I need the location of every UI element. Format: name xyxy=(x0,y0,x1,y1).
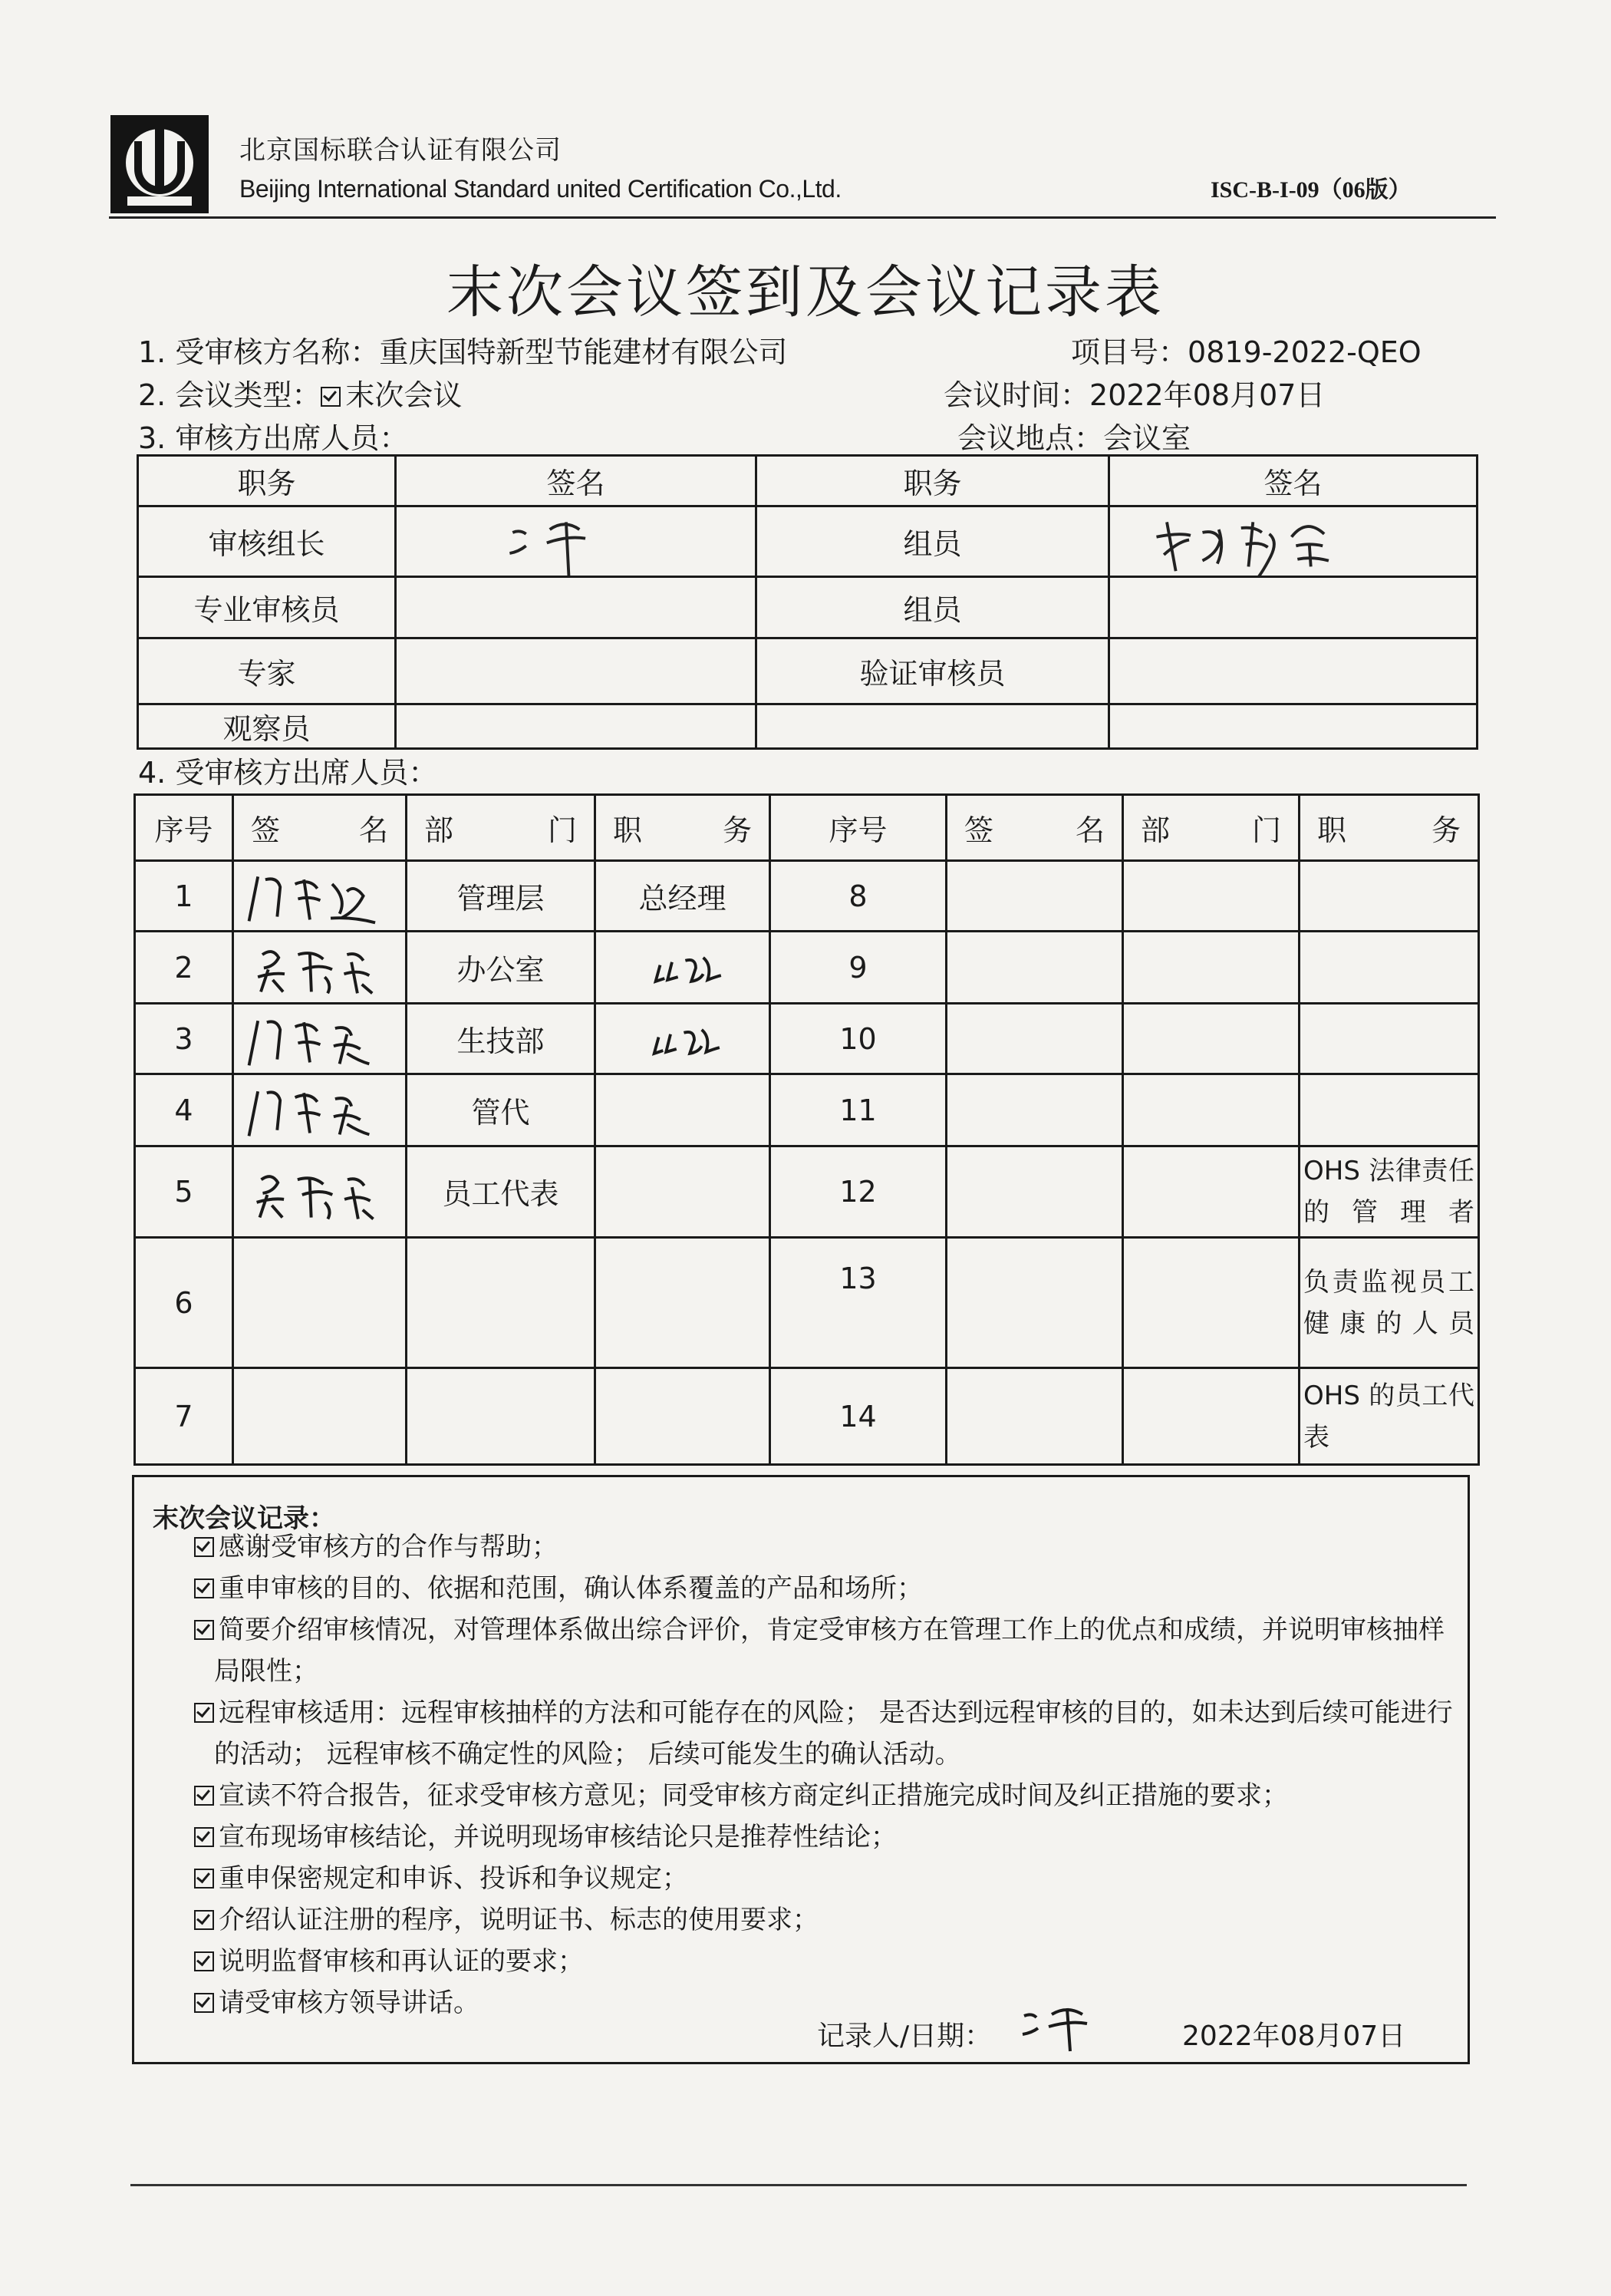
serial-cell: 1 xyxy=(135,861,233,932)
list-item: 重申审核的目的、依据和范围，确认体系覆盖的产品和场所； xyxy=(214,1568,1457,1609)
role-cell: 组员 xyxy=(756,577,1109,638)
position-cell: OHS 法律责任的管理者 xyxy=(1300,1146,1479,1238)
signature-cell xyxy=(233,1146,407,1238)
project-number-label: 项目号： xyxy=(1071,335,1188,369)
list-item: 宣布现场审核结论，并说明现场审核结论只是推荐性结论； xyxy=(214,1816,1457,1858)
department-cell: 管理层 xyxy=(407,861,595,932)
signature-cell xyxy=(1109,506,1478,577)
position-cell xyxy=(1300,861,1479,932)
signature-cell xyxy=(233,1074,407,1146)
role-cell xyxy=(756,704,1109,749)
header-serial: 序号 xyxy=(770,795,947,861)
signature-cell xyxy=(1109,577,1478,638)
checkbox-checked-icon xyxy=(194,1703,214,1723)
position-cell: 总经理 xyxy=(595,861,770,932)
auditor-attendance-table xyxy=(137,454,1478,750)
header-divider xyxy=(109,216,1496,219)
role-cell: 观察员 xyxy=(138,704,396,749)
signature-cell xyxy=(396,638,756,704)
checkbox-checked-icon xyxy=(194,1951,214,1971)
meeting-time-line xyxy=(944,371,1325,414)
position-cell xyxy=(595,1368,770,1465)
position-cell: 负责监视员工健康的人员 xyxy=(1300,1238,1479,1368)
signature-cell xyxy=(947,1004,1123,1074)
checkbox-checked-icon xyxy=(194,1910,214,1930)
department-cell: 管代 xyxy=(407,1074,595,1146)
header-position: 职 务 xyxy=(1300,795,1479,861)
serial-cell: 13 xyxy=(770,1238,947,1368)
auditee-name-line xyxy=(138,328,787,371)
meeting-type-value: 末次会议 xyxy=(345,378,463,412)
serial-cell: 10 xyxy=(770,1004,947,1074)
header-signature: 签名 xyxy=(1109,456,1478,506)
list-item: 远程审核适用：远程审核抽样的方法和可能存在的风险； 是否达到远程审核的目的，如未达到后续可能进行的活动； 远程审核不确定性的风险； 后续可能发生的确认活动。 xyxy=(214,1692,1457,1775)
department-cell xyxy=(1123,1074,1300,1146)
form-title: 末次会议签到及会议记录表 xyxy=(446,259,1165,325)
position-cell xyxy=(1300,932,1479,1004)
header-position: 职 务 xyxy=(595,795,770,861)
department-cell xyxy=(407,1238,595,1368)
meeting-place-line xyxy=(957,414,1191,457)
checkbox-checked-icon xyxy=(321,387,341,407)
role-cell: 验证审核员 xyxy=(756,638,1109,704)
position-cell xyxy=(595,1146,770,1238)
auditee-attendance-table xyxy=(133,793,1480,1466)
auditor-attendees-label: 3. 审核方出席人员： xyxy=(138,421,409,455)
header-role: 职务 xyxy=(756,456,1109,506)
header-signature: 签名 xyxy=(396,456,756,506)
checkbox-checked-icon xyxy=(194,1620,214,1640)
header-serial: 序号 xyxy=(135,795,233,861)
position-cell xyxy=(1300,1004,1479,1074)
table-row xyxy=(135,1368,1479,1465)
table-row xyxy=(135,861,1479,932)
meeting-time-label: 会议时间： xyxy=(944,378,1090,412)
member-signature-icon xyxy=(1110,507,1476,576)
serial-cell: 2 xyxy=(135,932,233,1004)
checkbox-checked-icon xyxy=(194,1786,214,1806)
checkbox-checked-icon xyxy=(194,1537,214,1557)
department-cell xyxy=(1123,1004,1300,1074)
meeting-place-label: 会议地点： xyxy=(957,421,1104,455)
recorder-signature-icon xyxy=(1009,1999,1116,2053)
handwritten-signature-icon xyxy=(234,1004,405,1073)
list-item: 简要介绍审核情况，对管理体系做出综合评价，肯定受审核方在管理工作上的优点和成绩，并说明审核抽样局限性； xyxy=(214,1609,1457,1692)
meeting-record-box xyxy=(132,1475,1470,2064)
position-cell xyxy=(1300,1074,1479,1146)
checkbox-checked-icon xyxy=(194,1993,214,2013)
department-cell: 生技部 xyxy=(407,1004,595,1074)
table-row xyxy=(135,1238,1479,1368)
serial-cell: 9 xyxy=(770,932,947,1004)
position-cell xyxy=(595,932,770,1004)
signature-cell xyxy=(396,506,756,577)
handwritten-signature-icon xyxy=(234,932,405,1002)
signature-cell xyxy=(1109,638,1478,704)
project-number-line xyxy=(1071,328,1422,371)
signature-cell xyxy=(947,1074,1123,1146)
header-department: 部 门 xyxy=(1123,795,1300,861)
meeting-place-value: 会议室 xyxy=(1103,421,1191,455)
recorder-label: 记录人/日期： xyxy=(817,2021,993,2052)
company-name-en: Beijing International Standard united Certification Co.,Ltd. xyxy=(239,175,842,203)
department-cell xyxy=(407,1368,595,1465)
checkbox-checked-icon xyxy=(194,1827,214,1847)
list-item: 介绍认证注册的程序，说明证书、标志的使用要求； xyxy=(214,1899,1457,1941)
role-cell: 组员 xyxy=(756,506,1109,577)
department-cell: 员工代表 xyxy=(407,1146,595,1238)
role-cell: 专家 xyxy=(138,638,396,704)
serial-cell: 11 xyxy=(770,1074,947,1146)
signature-cell xyxy=(233,1238,407,1368)
project-number-value: 0819-2022-QEO xyxy=(1188,335,1422,369)
signature-cell xyxy=(233,1368,407,1465)
meeting-time-value: 2022年08月07日 xyxy=(1089,378,1326,412)
meeting-type-label: 2. 会议类型： xyxy=(138,378,321,412)
position-cell xyxy=(595,1004,770,1074)
department-cell: 办公室 xyxy=(407,932,595,1004)
signature-cell xyxy=(947,1368,1123,1465)
auditee-name-label: 1. 受审核方名称： xyxy=(138,335,380,369)
serial-cell: 4 xyxy=(135,1074,233,1146)
signature-cell xyxy=(947,861,1123,932)
signature-cell xyxy=(947,932,1123,1004)
handwritten-position-icon xyxy=(596,1004,769,1073)
list-item: 宣读不符合报告，征求受审核方意见；同受审核方商定纠正措施完成时间及纠正措施的要求； xyxy=(214,1775,1457,1816)
serial-cell: 8 xyxy=(770,861,947,932)
serial-cell: 6 xyxy=(135,1238,233,1368)
serial-cell: 3 xyxy=(135,1004,233,1074)
signature-cell xyxy=(233,1004,407,1074)
footer-divider xyxy=(130,2184,1467,2186)
list-item: 说明监督审核和再认证的要求； xyxy=(214,1941,1457,1982)
position-cell: OHS 的员工代表 xyxy=(1300,1368,1479,1465)
department-cell xyxy=(1123,861,1300,932)
list-item: 请受审核方领导讲话。 xyxy=(214,1982,1457,2024)
serial-cell: 7 xyxy=(135,1368,233,1465)
position-cell xyxy=(595,1074,770,1146)
meeting-type-line xyxy=(138,371,462,414)
signature-cell xyxy=(233,932,407,1004)
header-department: 部 门 xyxy=(407,795,595,861)
serial-cell: 5 xyxy=(135,1146,233,1238)
department-cell xyxy=(1123,1238,1300,1368)
record-title: 末次会议记录： xyxy=(153,1503,335,1534)
table-row xyxy=(135,1074,1479,1146)
leader-signature-icon xyxy=(397,507,755,576)
checkbox-checked-icon xyxy=(194,1578,214,1598)
header-role: 职务 xyxy=(138,456,396,506)
list-item: 感谢受审核方的合作与帮助； xyxy=(214,1526,1457,1568)
handwritten-signature-icon xyxy=(234,1147,405,1236)
company-logo-icon xyxy=(109,114,210,215)
serial-cell: 14 xyxy=(770,1368,947,1465)
auditee-attendees-label: 4. 受审核方出席人员： xyxy=(138,756,438,790)
table-row xyxy=(135,932,1479,1004)
record-checklist xyxy=(214,1526,1457,2024)
handwritten-signature-icon xyxy=(234,862,405,930)
department-cell xyxy=(1123,932,1300,1004)
signature-cell xyxy=(396,704,756,749)
signature-cell xyxy=(233,861,407,932)
position-cell xyxy=(595,1238,770,1368)
table-row xyxy=(135,1146,1479,1238)
serial-cell: 12 xyxy=(770,1146,947,1238)
department-cell xyxy=(1123,1368,1300,1465)
role-cell: 专业审核员 xyxy=(138,577,396,638)
list-item: 重申保密规定和申诉、投诉和争议规定； xyxy=(214,1858,1457,1899)
department-cell xyxy=(1123,1146,1300,1238)
signature-cell xyxy=(947,1146,1123,1238)
header-signature: 签 名 xyxy=(947,795,1123,861)
table-row xyxy=(135,1004,1479,1074)
record-date: 2022年08月07日 xyxy=(1182,2021,1406,2052)
header-signature: 签 名 xyxy=(233,795,407,861)
handwritten-signature-icon xyxy=(234,1075,405,1145)
signature-cell xyxy=(947,1238,1123,1368)
signature-cell xyxy=(1109,704,1478,749)
signature-cell xyxy=(396,577,756,638)
auditee-name-value: 重庆国特新型节能建材有限公司 xyxy=(379,335,788,369)
checkbox-checked-icon xyxy=(194,1869,214,1889)
handwritten-position-icon xyxy=(596,932,769,1002)
role-cell: 审核组长 xyxy=(138,506,396,577)
document-code: ISC-B-I-09（06版） xyxy=(1211,177,1412,203)
company-name-cn: 北京国标联合认证有限公司 xyxy=(239,135,562,166)
